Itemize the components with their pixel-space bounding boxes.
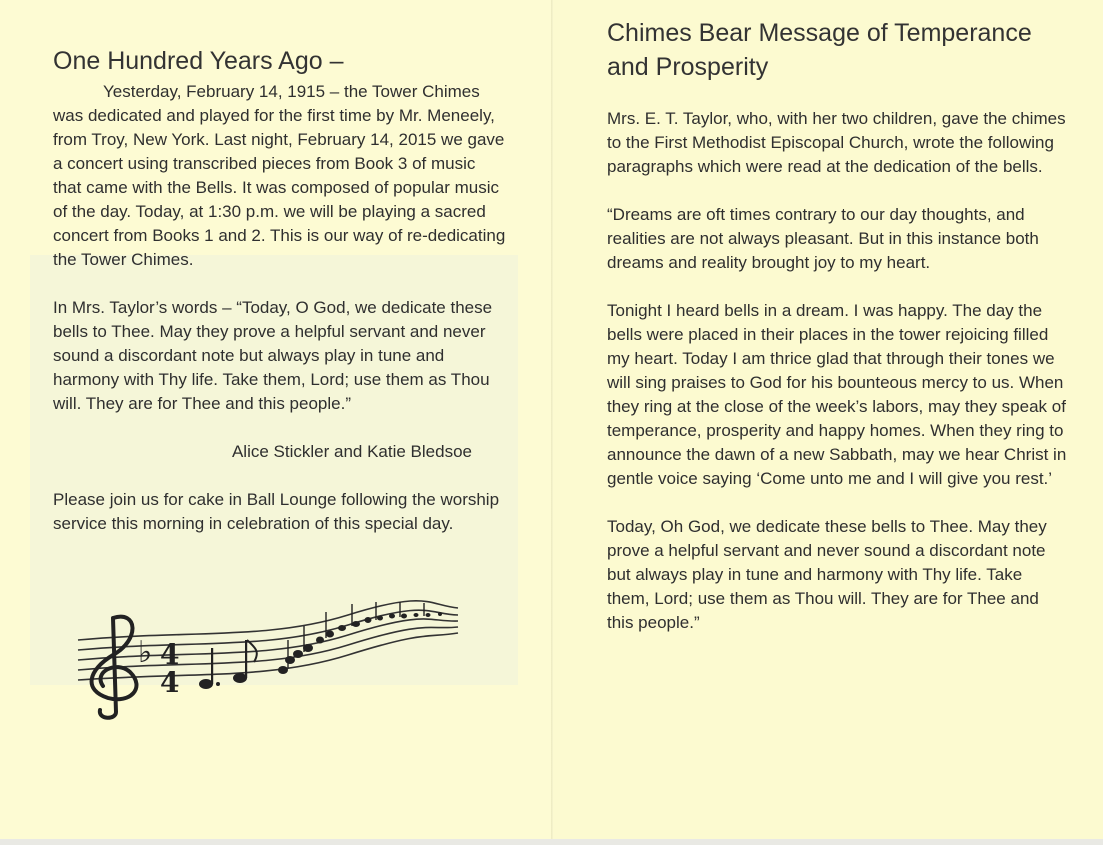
right-page [553,0,1103,845]
left-paragraph-invitation: Please join us for cake in Ball Lounge following the worship service this morning in celebration of this special day. [53,490,500,533]
right-paragraph-intro: Mrs. E. T. Taylor, who, with her two children, gave the chimes to the First Methodist Episcopal Church, wrote the following paragraphs which were read at the dedication of the bells. [607,109,1066,176]
right-paragraph-dedication: Today, Oh God, we dedicate these bells to Thee. May they prove a helpful servant and never sound a discordant note but always play in tune and harmony with Thy life. Take them, Lord; use them as Thou will. They are for Thee and this people.” [607,517,1047,632]
right-paragraph-bells: Tonight I heard bells in a dream. I was happy. The day the bells were placed in their places in the tower rejoicing filled my heart. Today I am thrice glad that through their tones we will sing praises to God for his bounteous mercy to us. When they ring at the close of the week’s labors, may they speak of temperance, prosperity and happy homes. When they ring to announce the dawn of a new Sabbath, may we hear Christ in gentle voice saying ‘Come unto me and I will give you rest.’ [607,301,1067,488]
right-paragraph-dreams: “Dreams are oft times contrary to our day thoughts, and realities are not always pleasant. But in this instance both dreams and reality brought joy to my heart. [607,205,1039,272]
left-signature: Alice Stickler and Katie Bledsoe [231,442,472,461]
right-page-body [607,107,1067,659]
treble-clef-music-staff-icon [68,600,468,720]
left-page-title: One Hundred Years Ago – [53,47,344,75]
time-signature-bottom: 4 [160,666,180,699]
right-page-title: Chimes Bear Message of Temperance and Prosperity [607,19,1032,81]
left-paragraph-history: Yesterday, February 14, 1915 – the Tower Chimes was dedicated and played for the first time by Mr. Meneely, from Troy, New York. Last night, February 14, 2015 we gave a concert using transcribed pieces from Book 3 of music that came with the Bells. It was composed of popular music of the day. Today, at 1:30 p.m. we will be playing a sacred concert from Books 1 and 2. This is our way of re-dedicating the Tower Chimes. [53,82,506,269]
svg-text:♭: ♭ [138,635,153,670]
time-signature-top: 4 [160,638,180,671]
left-paragraph-quote: In Mrs. Taylor’s words – “Today, O God, we dedicate these bells to Thee. May they prove a helpful servant and never sound a discordant note but always play in tune and harmony with Thy life. Take them, Lord; use them as Thou will. They are for Thee and this people.” [53,298,493,413]
left-page-body [53,80,508,560]
scan-bottom-edge [0,839,1103,845]
